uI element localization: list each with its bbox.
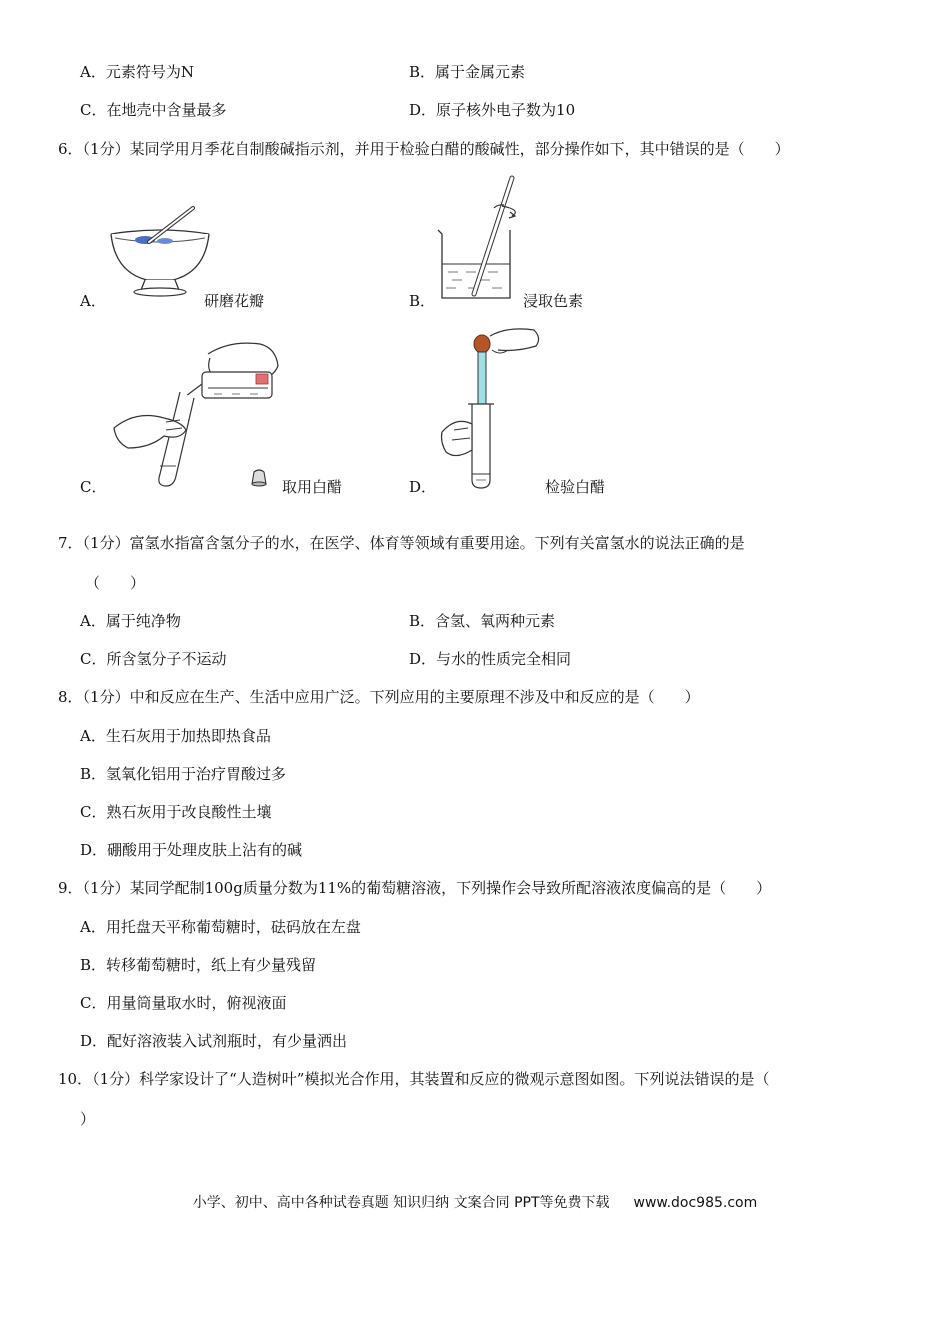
q6-stem: 6．（1分）某同学用月季花自制酸碱指示剂，并用于检验白醋的酸碱性，部分操作如下，其中错误的是（ ） (58, 140, 790, 158)
page-footer (0, 1192, 950, 1212)
q6-option-b-caption: 浸取色素 (523, 292, 584, 310)
q7-option-a: A．属于纯净物 (80, 612, 181, 630)
q5-option-d: D．原子核外电子数为10 (409, 101, 576, 119)
q9-option-d: D．配好溶液装入试剂瓶时，有少量洒出 (80, 1032, 348, 1050)
q7-stem: 7．（1分）富氢水指富含氢分子的水，在医学、体育等领域有重要用途。下列有关富氢水的说法正确的是 (58, 534, 745, 552)
q10-stem: 10．（1分）科学家设计了“人造树叶”模拟光合作用，其装置和反应的微观示意图如图。下列说法错误的是（ (58, 1070, 770, 1088)
q7-option-d: D．与水的性质完全相同 (409, 650, 572, 668)
q9-option-a: A．用托盘天平称葡萄糖时，砝码放在左盘 (80, 918, 361, 936)
q7-answer-paren: （ ） (85, 574, 146, 592)
footer-text: 小学、初中、高中各种试卷真题 知识归纳 文案合同 PPT等免费下载 (192, 1195, 610, 1211)
q6-option-a-letter: A． (80, 292, 106, 310)
q8-option-d: D．硼酸用于处理皮肤上沾有的碱 (80, 841, 303, 859)
q5-option-c: C．在地壳中含量最多 (80, 101, 227, 119)
mortar-pestle-figure (105, 200, 215, 305)
q7-option-c: C．所含氢分子不运动 (80, 650, 227, 668)
q8-option-c: C．熟石灰用于改良酸性土壤 (80, 803, 272, 821)
q8-option-a: A．生石灰用于加热即热食品 (80, 727, 271, 745)
q9-stem: 9．（1分）某同学配制100g质量分数为11%的葡萄糖溶液，下列操作会导致所配溶液浓度偏高的是（ ） (58, 879, 772, 897)
q9-option-c: C．用量筒量取水时，俯视液面 (80, 994, 287, 1012)
q6-option-a-caption: 研磨花瓣 (204, 292, 265, 310)
q6-option-d-letter: D． (409, 478, 437, 496)
beaker-stirring-figure (432, 172, 527, 307)
footer-url[interactable]: www.doc985.com (633, 1195, 758, 1211)
q9-option-b: B．转移葡萄糖时，纸上有少量残留 (80, 956, 317, 974)
bottle-stopper-figure (248, 466, 270, 488)
q10-answer-paren: ） (80, 1110, 96, 1128)
q6-option-c-caption: 取用白醋 (282, 478, 343, 496)
dropper-test-tube-figure (438, 320, 548, 492)
q6-option-b-letter: B． (409, 292, 436, 310)
q8-stem: 8．（1分）中和反应在生产、生活中应用广泛。下列应用的主要原理不涉及中和反应的是（ ） (58, 688, 700, 706)
q6-option-d-caption: 检验白醋 (545, 478, 606, 496)
q5-option-a: A．元素符号为N (80, 63, 194, 81)
q7-option-b: B．含氢、氧两种元素 (409, 612, 556, 630)
q6-option-c-letter: C． (80, 478, 107, 496)
q8-option-b: B．氢氧化铝用于治疗胃酸过多 (80, 765, 287, 783)
q5-option-b: B．属于金属元素 (409, 63, 526, 81)
